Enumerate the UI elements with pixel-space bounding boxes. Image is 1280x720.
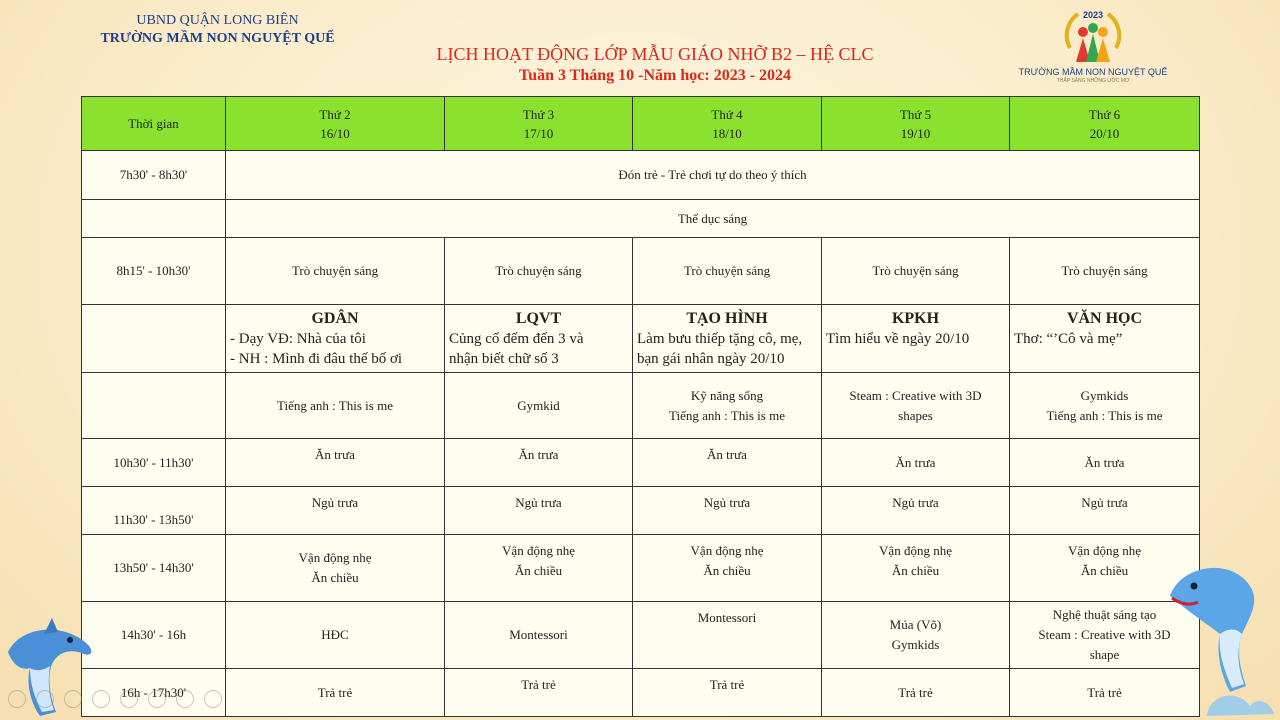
table-row <box>82 151 1200 200</box>
page-title: LỊCH HOẠT ĐỘNG LỚP MẪU GIÁO NHỠ B2 – HỆ CLC <box>436 44 874 64</box>
overlay-circle-icon <box>8 690 26 708</box>
schedule-table <box>81 96 1200 717</box>
overlay-circle-icon <box>120 690 138 708</box>
activity-cell: Vận động nhẹ Ăn chiều <box>226 535 445 602</box>
activity-cell: Ngủ trưa <box>1010 487 1200 535</box>
activity-cell: Ăn trưa <box>445 439 633 487</box>
overlay-circle-icon <box>92 690 110 708</box>
activity-cell: Ngủ trưa <box>226 487 445 535</box>
table-header-row <box>82 97 1200 151</box>
activity-cell: Trả trẻ <box>822 669 1010 717</box>
table-row <box>82 305 1200 373</box>
time-cell: 11h30' - 13h50' <box>82 487 226 535</box>
time-cell <box>82 373 226 439</box>
activity-cell: Trả trẻ <box>1010 669 1200 717</box>
logo-slogan: THẮP SÁNG NHỮNG ƯỚC MƠ <box>1056 78 1130 84</box>
district-name: UBND QUẬN LONG BIÊN <box>136 13 299 28</box>
table-row <box>82 238 1200 305</box>
title-block <box>345 42 965 86</box>
activity-cell: Ngủ trưa <box>633 487 822 535</box>
overlay-circle-icon <box>64 690 82 708</box>
activity-cell: Trò chuyện sáng <box>226 238 445 305</box>
overlay-circle-icon <box>176 690 194 708</box>
activity-cell: Vận động nhẹ Ăn chiều <box>633 535 822 602</box>
activity-cell: Montessori <box>445 602 633 669</box>
table-row <box>82 602 1200 669</box>
activity-cell: Gymkid <box>445 373 633 439</box>
table-row <box>82 200 1200 238</box>
day-header-mon: Thứ 2 16/10 <box>226 97 445 151</box>
logo-school-name: TRƯỜNG MẦM NON NGUYỆT QUẾ <box>1018 67 1168 77</box>
time-column-header: Thời gian <box>82 97 226 151</box>
school-logo <box>1018 4 1168 94</box>
activity-cell: Đón trẻ - Trẻ chơi tự do theo ý thích <box>226 151 1200 200</box>
time-cell <box>82 200 226 238</box>
activity-cell: Trả trẻ <box>445 669 633 717</box>
activity-cell: Montessori <box>633 602 822 669</box>
dolphin-right-icon <box>1150 556 1278 720</box>
subject-cell: VĂN HỌC Thơ: “’Cô và mẹ” <box>1010 305 1200 373</box>
activity-cell: Ngủ trưa <box>445 487 633 535</box>
activity-cell: Trò chuyện sáng <box>445 238 633 305</box>
overlay-circle-icon <box>204 690 222 708</box>
activity-cell: Ngủ trưa <box>822 487 1010 535</box>
activity-cell: HĐC <box>226 602 445 669</box>
table-row <box>82 373 1200 439</box>
day-header-tue: Thứ 3 17/10 <box>445 97 633 151</box>
activity-cell: Vận động nhẹ Ăn chiều <box>822 535 1010 602</box>
activity-cell: Múa (Võ) Gymkids <box>822 602 1010 669</box>
day-header-thu: Thứ 5 19/10 <box>822 97 1010 151</box>
school-name: TRƯỜNG MẦM NON NGUYỆT QUẾ <box>100 31 335 46</box>
table-row <box>82 487 1200 535</box>
subject-cell: TẠO HÌNH Làm bưu thiếp tặng cô, mẹ, bạn gái nhân ngày 20/10 <box>633 305 822 373</box>
activity-cell: Tiếng anh : This is me <box>226 373 445 439</box>
activity-cell: Trò chuyện sáng <box>822 238 1010 305</box>
activity-cell: Steam : Creative with 3D shapes <box>822 373 1010 439</box>
activity-cell: Ăn trưa <box>633 439 822 487</box>
table-row <box>82 439 1200 487</box>
subject-cell: GDÂN - Dạy VĐ: Nhà của tôi - NH : Mình đi đâu thế bố ơi <box>226 305 445 373</box>
table-row <box>82 669 1200 717</box>
activity-cell: Trả trẻ <box>633 669 822 717</box>
time-cell: 7h30' - 8h30' <box>82 151 226 200</box>
activity-cell: Vận động nhẹ Ăn chiều <box>445 535 633 602</box>
activity-cell: Gymkids Tiếng anh : This is me <box>1010 373 1200 439</box>
day-header-wed: Thứ 4 18/10 <box>633 97 822 151</box>
overlay-circle-icon <box>148 690 166 708</box>
overlay-circle-icon <box>36 690 54 708</box>
day-header-fri: Thứ 6 20/10 <box>1010 97 1200 151</box>
subject-cell: KPKH Tìm hiểu về ngày 20/10 <box>822 305 1010 373</box>
time-cell: 14h30' - 16h <box>82 602 226 669</box>
time-cell: 8h15' - 10h30' <box>82 238 226 305</box>
viewer-overlay-controls <box>8 690 222 708</box>
activity-cell: Trò chuyện sáng <box>633 238 822 305</box>
activity-cell: Ăn trưa <box>822 439 1010 487</box>
logo-year: 2023 <box>1082 10 1104 20</box>
activity-cell: Nghệ thuật sáng tạo Steam : Creative with 3D shape <box>1010 602 1200 669</box>
time-cell: 13h50' - 14h30' <box>82 535 226 602</box>
logo-emblem-icon <box>1058 4 1128 66</box>
school-header <box>80 12 355 48</box>
activity-cell: Ăn trưa <box>226 439 445 487</box>
activity-cell: Thể dục sáng <box>226 200 1200 238</box>
time-cell: 10h30' - 11h30' <box>82 439 226 487</box>
subject-cell: LQVT Củng cố đếm đến 3 và nhận biết chữ số 3 <box>445 305 633 373</box>
time-cell: 16h - 17h30' <box>82 669 226 717</box>
time-cell <box>82 305 226 373</box>
page-subtitle: Tuần 3 Tháng 10 -Năm học: 2023 - 2024 <box>518 67 792 84</box>
table-row <box>82 535 1200 602</box>
activity-cell: Trò chuyện sáng <box>1010 238 1200 305</box>
activity-cell: Trả trẻ <box>226 669 445 717</box>
activity-cell: Vận động nhẹ Ăn chiều <box>1010 535 1200 602</box>
activity-cell: Ăn trưa <box>1010 439 1200 487</box>
activity-cell: Kỹ năng sống Tiếng anh : This is me <box>633 373 822 439</box>
